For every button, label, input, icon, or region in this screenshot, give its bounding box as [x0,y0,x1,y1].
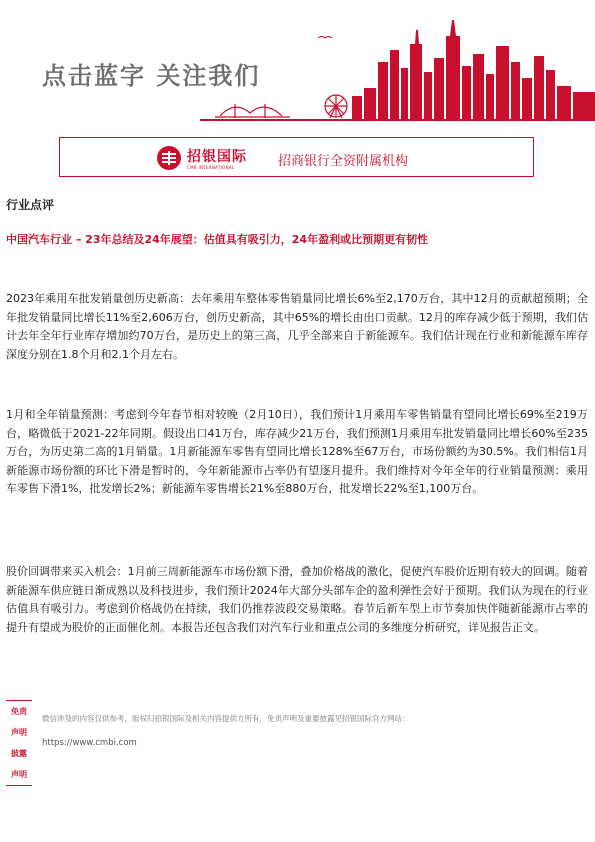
disclaimer-label-line: 披露 [11,749,27,758]
header-banner [0,0,595,125]
cmbi-logo-icon [156,145,182,171]
brand-name-en: CMB INTERNATIONAL [187,165,235,170]
divider [6,785,32,786]
brand-name-cn: 招银国际 [187,149,247,165]
website-link[interactable]: https://www.cmbi.com [42,738,137,748]
paragraph-buy-opportunity: 股价回调带来买入机会：1月前三周新能源车市场份额下滑，叠加价格战的激化，促使汽车股价近期有较大的回调。随着新能源车供应链日渐成熟以及科技进步，我们预计2024年大部分头部车企的盈利弹性会好于预期。我们认为现在的行业估值具有吸引力。考虑到价格战仍在持续，我们仍推荐波段交易策略。春节后新车型上市节奏加快伴随新能源市占率的提升有望成为股价的正面催化剂。本报告还包含我们对汽车行业和重点公司的多维度分析研究，详见报告正文。 [6,565,588,634]
section-label: 行业点评 [6,198,55,212]
disclaimer-label-line: 免责 [11,707,27,716]
disclaimer-label-line: 声明 [11,728,27,737]
disclaimer-label-line: 声明 [11,770,27,779]
brand-tagline: 招商银行全资附属机构 [278,154,409,169]
report-title: 中国汽车行业 – 23年总结及24年展望：估值具有吸引力，24年盈利或比预期更有韧性 [6,233,429,246]
paragraph-sales-record: 2023年乘用车批发销量创历史新高：去年乘用车整体零售销量同比增长6%至2,170万台，其中12月的贡献超预期；全年批发销量同比增长11%至2,606万台，创历史新高，其中65%的增长由出口贡献。12月的库存减少低于预期，我们估计去年全年行业库存增加约70万台，是历史上的第三高，几乎全部来自于新能源车。我们估计现在行业和新能源车库存深度分别在1.8个月和2.1个月左右。 [6,292,588,361]
disclaimer-text: 微信涉及的内容仅供参考，版权归招银国际及相关内容提供方所有，免责声明及重要披露见招银国际官方网站： [42,714,410,723]
banner-title: 点击蓝字 关注我们 [42,62,261,90]
brand-logo-box [59,137,534,177]
paragraph-sales-forecast: 1月和全年销量预测：考虑到今年春节相对较晚（2月10日），我们预计1月乘用车零售销量有望同比增长69%至219万台，略微低于2021-22年同期。假设出口41万台，库存减少21万台，我们预测1月乘用车批发销量同比增长60%至235万台，为历史第二高的1月销量。1月新能源车零售有望同比增长128%至67万台，市场份额约为30.5%。我们相信1月新能源市场份额的环比下滑是暂时的，今年新能源市占率仍有望逐月提升。我们维持对今年全年的行业销量预测：乘用车零售下滑1%，批发增长2%；新能源车零售增长21%至880万台，批发增长22%至1,100万台。 [6,408,588,495]
disclaimer-label [6,700,32,786]
